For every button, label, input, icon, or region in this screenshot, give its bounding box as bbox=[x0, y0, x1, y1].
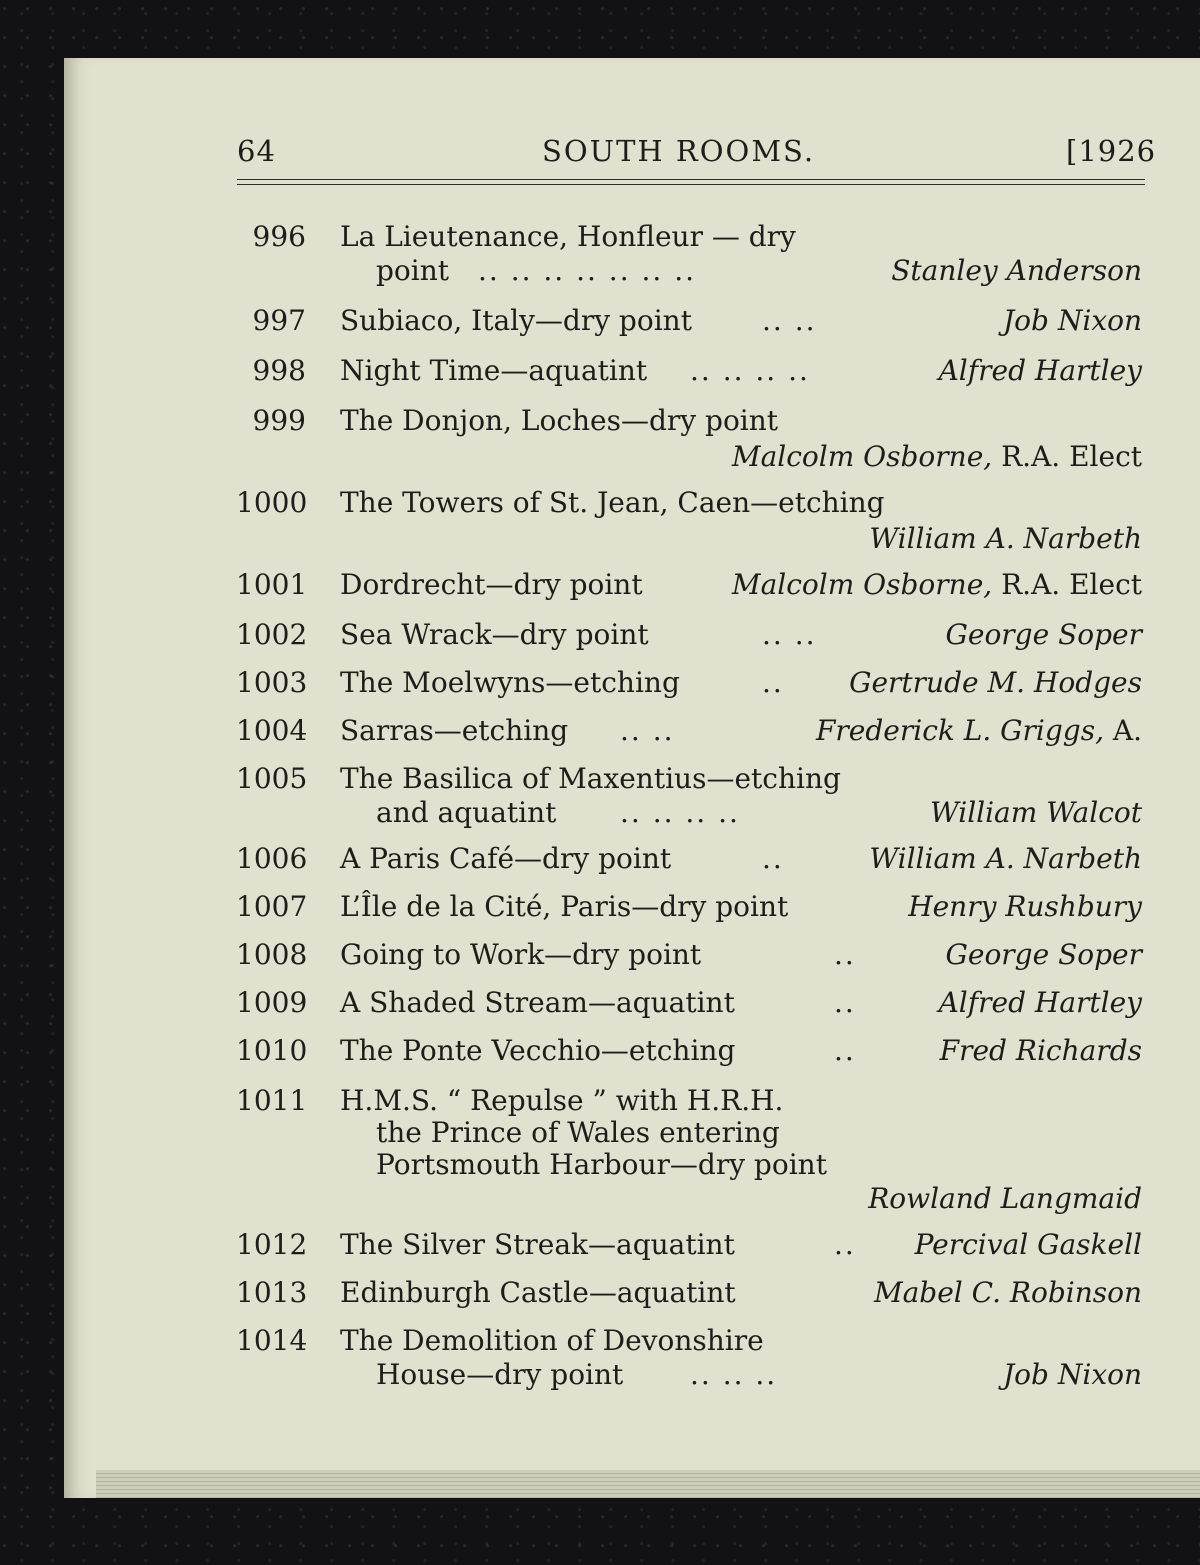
page-number: 64 bbox=[237, 134, 276, 168]
entry-number: 1003 bbox=[236, 666, 308, 699]
entry-number: 1014 bbox=[236, 1324, 308, 1357]
entry-1002 bbox=[0, 618, 1200, 658]
entry-title: Sarras—etching bbox=[340, 714, 569, 747]
entry-title: The Demolition of Devonshire bbox=[340, 1324, 764, 1357]
entry-number: 1002 bbox=[236, 618, 308, 651]
entry-999 bbox=[0, 404, 1200, 444]
leader-dots: .. .. .. .. bbox=[620, 796, 740, 829]
leader-dots: .. .. bbox=[762, 618, 817, 651]
entry-999-artist-line bbox=[0, 440, 1200, 480]
entry-artist: Stanley Anderson bbox=[891, 254, 1142, 287]
entry-title: Subiaco, Italy—dry point bbox=[340, 304, 692, 337]
entry-number: 1008 bbox=[236, 938, 308, 971]
entry-1012 bbox=[0, 1228, 1200, 1268]
entry-1000 bbox=[0, 486, 1200, 526]
entry-title-cont: House—dry point bbox=[376, 1358, 624, 1391]
entry-title: The Moelwyns—etching bbox=[340, 666, 680, 699]
entry-number: 997 bbox=[252, 304, 306, 337]
entry-1006 bbox=[0, 842, 1200, 882]
entry-title: La Lieutenance, Honfleur — dry bbox=[340, 220, 796, 253]
leader-dots: .. .. .. bbox=[690, 1358, 778, 1391]
leader-dots: .. bbox=[762, 666, 784, 699]
entry-title: Night Time—aquatint bbox=[340, 354, 648, 387]
entry-artist: Malcolm Osborne, R.A. Elect bbox=[731, 568, 1142, 601]
entry-number: 1005 bbox=[236, 762, 308, 795]
entry-number: 1009 bbox=[236, 986, 308, 1019]
entry-title: Edinburgh Castle—aquatint bbox=[340, 1276, 736, 1309]
entry-number: 999 bbox=[252, 404, 306, 437]
entry-artist: Alfred Hartley bbox=[938, 986, 1142, 1019]
entry-artist: Rowland Langmaid bbox=[868, 1182, 1142, 1215]
entry-1000-artist-line bbox=[0, 522, 1200, 562]
entry-1013 bbox=[0, 1276, 1200, 1316]
entry-title: A Paris Café—dry point bbox=[340, 842, 672, 875]
entry-artist: William Walcot bbox=[929, 796, 1142, 829]
year-label: [1926 bbox=[1066, 134, 1157, 168]
entry-1005-cont bbox=[0, 796, 1200, 836]
entry-1010 bbox=[0, 1034, 1200, 1074]
entry-title: Going to Work—dry point bbox=[340, 938, 702, 971]
leader-dots: .. bbox=[762, 842, 784, 875]
entry-title: A Shaded Stream—aquatint bbox=[340, 986, 735, 1019]
entry-artist: Alfred Hartley bbox=[938, 354, 1142, 387]
leader-dots: .. .. bbox=[620, 714, 675, 747]
entry-title: The Silver Streak—aquatint bbox=[340, 1228, 735, 1261]
entry-artist: Mabel C. Robinson bbox=[873, 1276, 1142, 1309]
header-rule-top bbox=[237, 179, 1145, 180]
leader-dots: .. bbox=[834, 938, 856, 971]
entry-1014-cont bbox=[0, 1358, 1200, 1398]
entry-artist: Malcolm Osborne, R.A. Elect bbox=[731, 440, 1142, 473]
entry-1011-artist-line bbox=[0, 1182, 1200, 1222]
entry-1008 bbox=[0, 938, 1200, 978]
entry-title-cont: the Prince of Wales entering bbox=[376, 1116, 780, 1149]
entry-title: The Donjon, Loches—dry point bbox=[340, 404, 779, 437]
entry-artist: Gertrude M. Hodges bbox=[849, 666, 1142, 699]
entry-1009 bbox=[0, 986, 1200, 1026]
entry-number: 1000 bbox=[236, 486, 308, 519]
entry-number: 1011 bbox=[236, 1084, 308, 1117]
entry-996-cont bbox=[0, 254, 1200, 294]
entry-number: 996 bbox=[252, 220, 306, 253]
entry-number: 1007 bbox=[236, 890, 308, 923]
entry-number: 1012 bbox=[236, 1228, 308, 1261]
entry-artist: George Soper bbox=[945, 618, 1142, 651]
leader-dots: .. bbox=[834, 986, 856, 1019]
entry-1007 bbox=[0, 890, 1200, 930]
entry-title: Dordrecht—dry point bbox=[340, 568, 643, 601]
entry-number: 1004 bbox=[236, 714, 308, 747]
running-title: SOUTH ROOMS. bbox=[542, 134, 816, 168]
entry-title-cont: and aquatint bbox=[376, 796, 557, 829]
entry-number: 1001 bbox=[236, 568, 308, 601]
entry-title: The Ponte Vecchio—etching bbox=[340, 1034, 736, 1067]
entry-number: 1006 bbox=[236, 842, 308, 875]
entry-artist: Fred Richards bbox=[939, 1034, 1142, 1067]
entry-artist: Percival Gaskell bbox=[914, 1228, 1142, 1261]
entry-997 bbox=[0, 304, 1200, 344]
entry-title: The Towers of St. Jean, Caen—etching bbox=[340, 486, 885, 519]
page-bottom-edge bbox=[96, 1470, 1200, 1498]
entry-1004 bbox=[0, 714, 1200, 754]
entry-title-cont: point bbox=[376, 254, 450, 287]
entry-artist: Henry Rushbury bbox=[908, 890, 1142, 923]
header-rule-bottom bbox=[237, 184, 1145, 185]
entry-title-cont: Portsmouth Harbour—dry point bbox=[376, 1148, 827, 1181]
leader-dots: .. .. .. .. bbox=[690, 354, 810, 387]
entry-number: 1010 bbox=[236, 1034, 308, 1067]
entry-artist: William A. Narbeth bbox=[869, 522, 1142, 555]
entry-number: 998 bbox=[252, 354, 306, 387]
entry-title: H.M.S. “ Repulse ” with H.R.H. bbox=[340, 1084, 784, 1117]
entry-artist: Job Nixon bbox=[1002, 1358, 1142, 1391]
leader-dots: .. .. .. .. .. .. .. bbox=[478, 254, 697, 287]
entry-title: L’Île de la Cité, Paris—dry point bbox=[340, 890, 789, 923]
leader-dots: .. .. bbox=[762, 304, 817, 337]
leader-dots: .. bbox=[834, 1034, 856, 1067]
entry-title: Sea Wrack—dry point bbox=[340, 618, 649, 651]
entry-998 bbox=[0, 354, 1200, 394]
leader-dots: .. bbox=[834, 1228, 856, 1261]
entry-1001 bbox=[0, 568, 1200, 608]
entry-artist: Job Nixon bbox=[1002, 304, 1142, 337]
entry-number: 1013 bbox=[236, 1276, 308, 1309]
entry-artist: William A. Narbeth bbox=[869, 842, 1142, 875]
entry-artist: George Soper bbox=[945, 938, 1142, 971]
entry-title: The Basilica of Maxentius—etching bbox=[340, 762, 841, 795]
entry-1003 bbox=[0, 666, 1200, 706]
entry-artist: Frederick L. Griggs, A. bbox=[815, 714, 1142, 747]
